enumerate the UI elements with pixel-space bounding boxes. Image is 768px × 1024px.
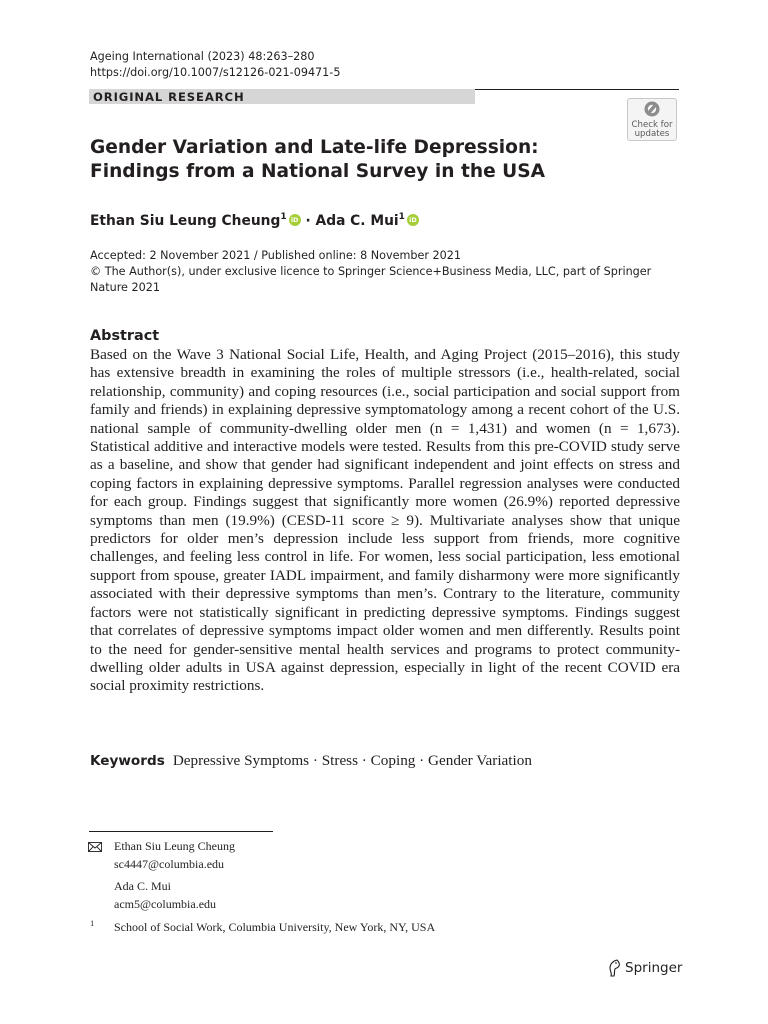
coauthor-email[interactable]: acm5@columbia.edu	[114, 897, 217, 911]
check-updates-line2: updates	[634, 129, 670, 139]
author-name[interactable]: Ethan Siu Leung Cheung	[90, 213, 281, 229]
corresponding-author-name: Ethan Siu Leung Cheung	[114, 839, 235, 853]
check-updates-icon	[643, 101, 661, 121]
author-name[interactable]: Ada C. Mui	[315, 213, 399, 229]
section-label-bar	[89, 89, 475, 104]
keywords	[90, 751, 532, 771]
author-list	[90, 207, 419, 231]
author-affiliation-mark: 1	[280, 212, 287, 222]
coauthor-name: Ada C. Mui	[114, 879, 171, 893]
keywords-list: Depressive Symptoms · Stress · Coping · Gender Variation	[172, 752, 532, 769]
affiliation-footnote: School of Social Work, Columbia University, New York, NY, USA	[114, 920, 436, 934]
article-title: Gender Variation and Late-life Depression: Findings from a National Survey in the USA	[90, 137, 546, 182]
journal-citation: Ageing International (2023) 48:263–280	[90, 50, 315, 63]
corresponding-author-email[interactable]: sc4447@columbia.edu	[114, 857, 225, 871]
springer-horse-icon	[606, 959, 622, 977]
footnote-rule	[89, 831, 273, 832]
orcid-icon[interactable]	[289, 214, 301, 226]
abstract-text: Based on the Wave 3 National Social Life, Health, and Aging Project (2015–2016), this study has extensive breadth in examining the roles of multiple stressors (i.e., health-related, social relationship, community) and coping resources (i.e., social participation and social support from family and friends) in explaining depressive symptomatology among a recent cohort of the U.S. national sample of community-dwelling older men (n = 1,431) and women (n = 1,673). Statistical additive and interactive models were tested. Results from this pre-COVID study serve as a baseline, and show that gender had significant independent and joint effects on stress and coping factors in explaining depressive symptoms. Parallel regression analyses were conducted for each group. Findings suggest that significantly more women (26.9%) reported depressive symptoms than men (19.9%) (CESD-11 score ≥ 9). Multivariate analyses show that unique predictors for older men’s depression include less support from friends, more cognitive challenges, and feeling less control in life. For women, less social participation, less emotional support from spouse, greater IADL impairment, and family disharmony were more significantly associated with their depressive symptoms than men’s. Contrary to the literature, community factors were not statistically significant in predicting depressive symptoms. Findings suggest that correlates of depressive symptoms impact older women and men differently. Results point to the need for gender-sensitive mental health services and programs to protect community-dwelling older adults in USA against depression, especially in light of the recent COVID era social proximity restrictions.	[90, 346, 680, 695]
orcid-icon[interactable]	[407, 214, 419, 226]
abstract-heading: Abstract	[90, 328, 160, 344]
journal-reference	[90, 49, 340, 81]
header-rule	[475, 89, 679, 90]
section-label: ORIGINAL RESEARCH	[93, 90, 245, 104]
envelope-icon	[88, 842, 102, 852]
keywords-label: Keywords	[90, 753, 165, 769]
check-updates-line1: Check for	[631, 120, 673, 130]
check-for-updates-badge[interactable]	[627, 98, 677, 141]
doi-link[interactable]: https://doi.org/10.1007/s12126-021-09471-5	[90, 66, 341, 79]
publisher-name: Springer	[625, 960, 683, 976]
author-separator: ·	[305, 213, 311, 229]
copyright-notice: © The Author(s), under exclusive licence to Springer Science+Business Media, LLC, part of Springer Nature 2021	[90, 265, 652, 294]
accepted-published-dates: Accepted: 2 November 2021 / Published online: 8 November 2021	[90, 249, 461, 262]
publication-dates	[90, 248, 690, 296]
affiliation-footnote-mark: 1	[90, 918, 95, 928]
author-affiliation-mark: 1	[398, 212, 405, 222]
